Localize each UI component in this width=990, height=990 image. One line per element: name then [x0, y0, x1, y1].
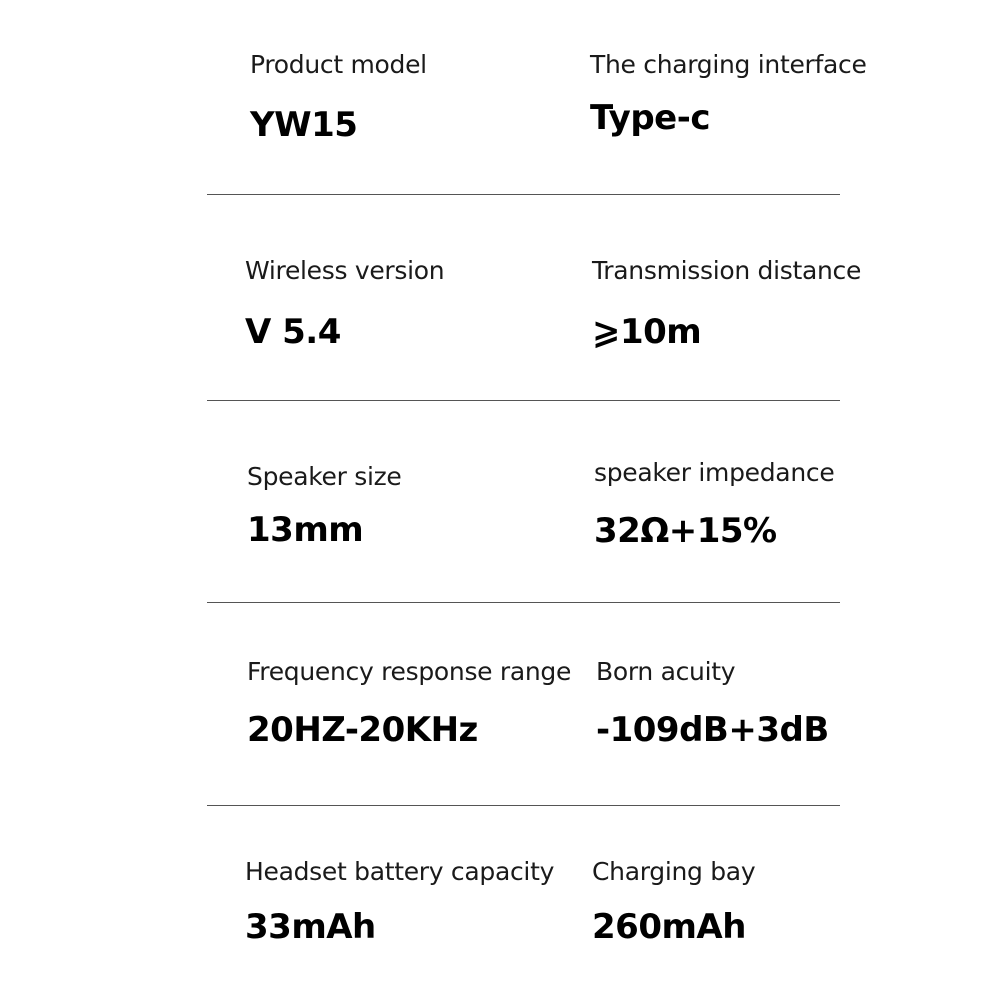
spec-value: 13mm [247, 510, 364, 550]
row-divider [207, 194, 840, 195]
spec-value: -109dB+3dB [596, 710, 829, 750]
spec-value: 20HZ-20KHz [247, 710, 478, 750]
spec-label: Product model [250, 50, 427, 79]
spec-value: Type-c [590, 98, 710, 138]
spec-label: Charging bay [592, 857, 756, 886]
spec-label: speaker impedance [594, 458, 835, 487]
row-divider [207, 400, 840, 401]
row-divider [207, 602, 840, 603]
spec-value: 32Ω+15% [594, 511, 777, 551]
spec-value: YW15 [250, 105, 358, 145]
spec-label: Headset battery capacity [245, 857, 555, 886]
spec-value: ⩾10m [592, 312, 702, 352]
spec-label: The charging interface [590, 50, 867, 79]
spec-value: 260mAh [592, 907, 746, 947]
spec-value: 33mAh [245, 907, 376, 947]
spec-label: Born acuity [596, 657, 736, 686]
spec-label: Speaker size [247, 462, 402, 491]
spec-label: Transmission distance [592, 256, 862, 285]
spec-value: V 5.4 [245, 312, 341, 352]
spec-label: Frequency response range [247, 657, 572, 686]
spec-label: Wireless version [245, 256, 445, 285]
row-divider [207, 805, 840, 806]
